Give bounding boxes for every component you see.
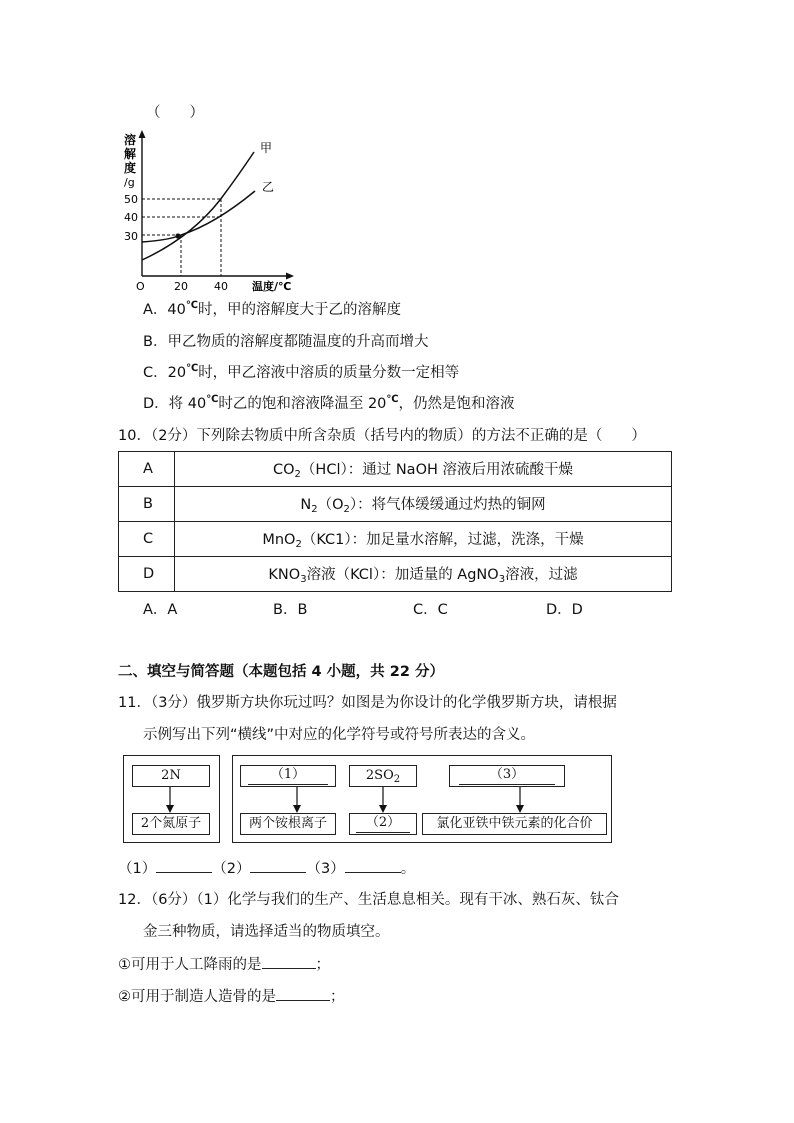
answer-b: B．B	[273, 602, 308, 618]
arrow-down-icon	[513, 787, 527, 813]
q10-stem: 10．（2分）下列除去物质中所含杂质（括号内的物质）的方法不正确的是（ ）	[118, 428, 646, 444]
row-method: $N_2(O_2)$：将气体缓缓通过灼热的铜网	[175, 487, 672, 522]
solubility-graph	[120, 128, 300, 293]
option-b: B．甲乙物质的溶解度都随温度的升高而增大	[143, 334, 429, 350]
option-d: D．将 40℃时乙的饱和溶液降温至 20℃，仍然是饱和溶液	[143, 394, 515, 412]
row-key: B	[119, 487, 175, 522]
blank-3-box: （3）	[449, 765, 565, 787]
y-tick-30: 30	[124, 230, 138, 243]
y-axis-label-2: 解	[124, 147, 137, 161]
blank-1-box: （1）	[240, 765, 336, 787]
y-axis-label-4: /g	[124, 176, 135, 189]
row-method: MnO$_2$（KC1）：加足量水溶解，过滤，洗涤，干燥	[175, 522, 672, 557]
row-method: $KNO_3$溶液（KCl）：加适量的 AgNO$_3$溶液，过滤	[175, 557, 672, 592]
q11-line2: 示例写出下列“横线”中对应的化学符号或符号所表达的含义。	[143, 727, 536, 743]
q12-line2: 金三种物质，请选择适当的物质填空。	[143, 924, 390, 940]
arrow-down-icon	[290, 787, 304, 813]
row-key: D	[119, 557, 175, 592]
answer-blank-2[interactable]	[250, 858, 306, 873]
origin-label: O	[136, 280, 145, 293]
table-row	[119, 487, 672, 522]
y-axis-label-1: 溶	[124, 133, 137, 147]
x-tick-40: 40	[214, 280, 228, 293]
section-title: 二、填空与简答题（本题包括 4 小题，共 22 分）	[118, 664, 444, 680]
item2-blank[interactable]	[276, 986, 330, 1001]
q12-item1: ①可用于人工降雨的是 ；	[118, 953, 330, 974]
answer-d: D．D	[546, 602, 583, 618]
q11-line1: 11．（3分）俄罗斯方块你玩过吗？如图是为你设计的化学俄罗斯方块，请根据	[118, 695, 617, 711]
option-c: C．20℃时，甲乙溶液中溶质的质量分数一定相等	[143, 363, 460, 381]
arrow-down-icon	[376, 787, 390, 813]
item1-blank[interactable]	[262, 954, 316, 969]
example-symbol: 2N	[132, 765, 210, 787]
y-axis-label-3: 度	[124, 161, 137, 175]
q10-options-table	[118, 451, 672, 592]
q12-line1: 12．（6分）（1）化学与我们的生产、生活息息相关。现有干冰、熟石灰、钛合	[118, 892, 619, 908]
valence-meaning: 氯化亚铁中铁元素的化合价	[422, 813, 607, 835]
answer-a: A．A	[143, 602, 178, 618]
y-tick-40: 40	[124, 211, 138, 224]
table-row	[119, 557, 672, 592]
question-bracket: （ ）	[146, 105, 204, 121]
table-row	[119, 522, 672, 557]
blank-2-box: （2）	[349, 813, 417, 835]
ammonium-meaning: 两个铵根离子	[240, 813, 336, 835]
curve-label-yi: 乙	[262, 180, 275, 194]
answer-c: C．C	[413, 602, 448, 618]
arrow-down-icon	[163, 787, 177, 813]
example-meaning: 2个氮原子	[132, 813, 210, 835]
x-tick-20: 20	[174, 280, 188, 293]
row-method: $CO_2(HCl)$：通过 NaOH 溶液后用浓硫酸干燥	[175, 452, 672, 487]
answer-blank-3[interactable]	[345, 858, 401, 873]
q12-item2: ②可用于制造人造骨的是 ；	[118, 985, 345, 1006]
curve-jia	[142, 152, 254, 260]
curve-label-jia: 甲	[260, 141, 273, 155]
x-axis-label: 温度/℃	[252, 280, 292, 293]
table-row	[119, 452, 672, 487]
option-a: A．40℃时，甲的溶解度大于乙的溶解度	[143, 300, 401, 318]
row-key: C	[119, 522, 175, 557]
row-key: A	[119, 452, 175, 487]
q11-answer-line: （1） （2） （3） 。	[118, 857, 415, 878]
y-tick-50: 50	[124, 193, 138, 206]
answer-blank-1[interactable]	[156, 858, 212, 873]
so2-symbol: $2SO_2$	[349, 765, 417, 787]
